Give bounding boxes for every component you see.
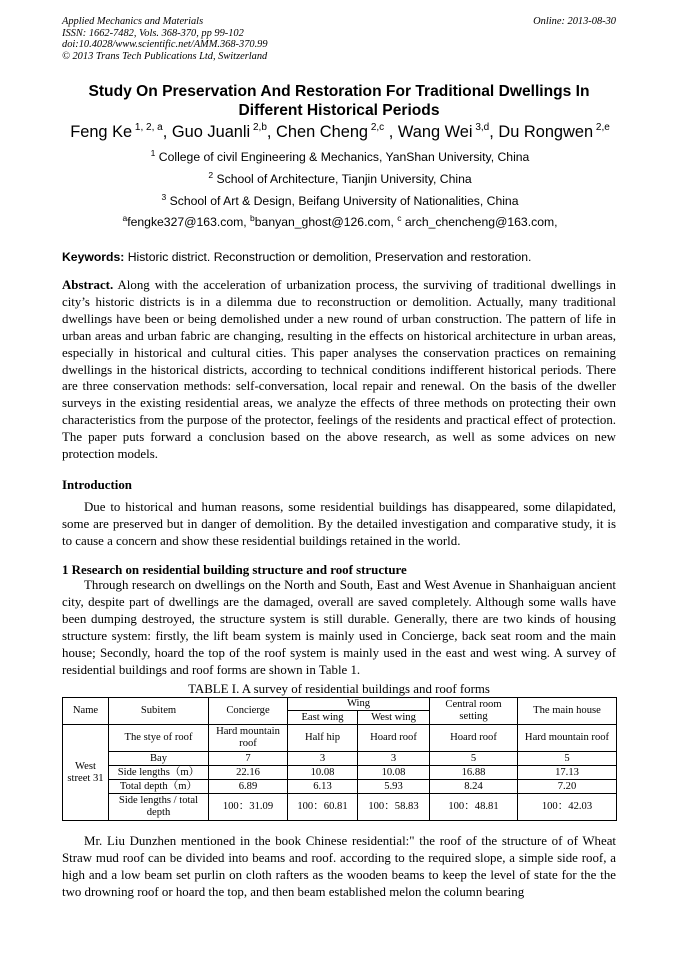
running-header	[62, 16, 616, 62]
table-cell: 100：60.81	[288, 794, 358, 821]
table-row	[63, 766, 617, 780]
header-concierge: Concierge	[209, 698, 288, 725]
author: Chen Cheng $^{2,c}$ ,	[276, 122, 398, 141]
table-cell: 10.08	[288, 766, 358, 780]
abstract-text: Along with the acceleration of urbanization process, the surviving of traditional dwellings in city’s historic districts is in a dilemma due to reconstruction or demolition. Actually, many traditional dwellings have been or being demolished under a new round of urban construction. The pattern of life in urban areas and urban fabric are changing, resulting in the effects on historical architecture in urban areas, especially in historical and cultural cities. This paper analyses the conservation practices on remaining dwellings in the historical districts, according to technical conditions indifferent historical periods. There are three conservation methods: self-conversation, local repair and renewal. On the basis of the dweller surveys in the existing residential areas, we analyze the effects of three methods on protecting their own characteristics from the purpose of the protector, feelings of the residents and practical effect of protection. The paper puts forward a conclusion based on the above research, as well as some advices on new protection models.	[62, 278, 616, 462]
paper-title: Study On Preservation And Restoration For Traditional Dwellings In Different Historical Periods	[88, 83, 590, 119]
row-label: Total depth（m）	[109, 780, 209, 794]
table-cell: Hard mountain roof	[518, 725, 617, 752]
table-cell: 8.24	[430, 780, 518, 794]
doi-line: doi:10.4028/www.scientific.net/AMM.368-370.99	[62, 39, 268, 51]
header-subitem: Subitem	[109, 698, 209, 725]
affiliation-3: $^3$ School of Art & Design, Beifang University of Nationalities, China	[161, 192, 519, 208]
header-wing: Wing	[288, 698, 430, 711]
table-cell: 10.08	[358, 766, 430, 780]
header-main-house: The main house	[518, 698, 617, 725]
email-line: $^a$fengke327@163.com, $^b$banyan_ghost@126.com, $^c$ arch_chencheng@163.com,	[122, 213, 558, 229]
row-label: Side lengths（m）	[109, 766, 209, 780]
header-west-wing: West wing	[358, 711, 430, 725]
table-cell: 100：42.03	[518, 794, 617, 821]
table-cell: 3	[288, 752, 358, 766]
keywords	[62, 250, 622, 265]
header-name: Name	[63, 698, 109, 725]
table-cell: 5.93	[358, 780, 430, 794]
affiliation-2: $^2$ School of Architecture, Tianjin University, China	[208, 170, 472, 186]
table-cell: 6.13	[288, 780, 358, 794]
table-cell: Hoard roof	[430, 725, 518, 752]
copyright-line: © 2013 Trans Tech Publications Ltd, Switzerland	[62, 50, 268, 62]
group-label: West street 31	[63, 725, 109, 821]
table-cell: 100：48.81	[430, 794, 518, 821]
row-label: The stye of roof	[109, 725, 209, 752]
table-row	[63, 780, 617, 794]
table-row	[63, 725, 617, 752]
table-cell: 22.16	[209, 766, 288, 780]
author: Feng Ke $^{1, 2, a}$,	[70, 122, 172, 141]
journal-name: Applied Mechanics and Materials	[62, 16, 204, 27]
table-caption: TABLE I. A survey of residential buildings and roof forms	[188, 682, 490, 696]
keywords-text: Historic district. Reconstruction or demolition, Preservation and restoration.	[124, 250, 532, 264]
table-cell: Hard mountain roof	[209, 725, 288, 752]
table-row	[63, 752, 617, 766]
header-central-room: Central room setting	[430, 698, 518, 725]
closing-paragraph: Mr. Liu Dunzhen mentioned in the book Chinese residential:" the roof of the structure of of Wheat Straw mud roof can be divided into beams and roof. according to the required slope, a simple side roof, a high and a low beam set purlin on cloth rafters as the wooden beams to keep the level of state for the the two drowning roof or hoard the top, and then beam established melon the column bearing	[62, 834, 616, 899]
row-label: Bay	[109, 752, 209, 766]
table-cell: 7	[209, 752, 288, 766]
author: Wang Wei $^{3,d}$,	[397, 122, 499, 141]
section-1-heading: 1 Research on residential building structure and roof structure	[62, 563, 407, 577]
table-cell: 5	[518, 752, 617, 766]
abstract	[62, 277, 616, 463]
author: Guo Juanli $^{2,b}$,	[171, 122, 277, 141]
introduction-heading: Introduction	[62, 478, 132, 492]
table-cell: Hoard roof	[358, 725, 430, 752]
section-1-text: Through research on dwellings on the North and South, East and West Avenue in Shanhaiguan ancient city, despite part of dwellings are the damaged, overall are saved completely. Although some walls have been dumping destroyed, the structure system is still durable. Generally, there are two kinds of housing structure system: firstly, the lift beam system is mainly used in Concierge, back seat room and the main house; Secondly, hoard the top of the roof system is mainly used in the east and west wing. A survey of residential buildings and roof forms are shown in Table 1.	[62, 578, 616, 677]
online-date: Online: 2013-08-30	[533, 16, 616, 27]
table-cell: 16.88	[430, 766, 518, 780]
table-row	[63, 794, 617, 821]
table-cell: 100：58.83	[358, 794, 430, 821]
author: Du Rongwen $^{2,e}$	[498, 122, 610, 141]
abstract-label: Abstract.	[62, 278, 114, 292]
table-cell: 100：31.09	[209, 794, 288, 821]
header-east-wing: East wing	[288, 711, 358, 725]
table-cell: 5	[430, 752, 518, 766]
table-cell: 7.20	[518, 780, 617, 794]
row-label: Side lengths / total depth	[109, 794, 209, 821]
table-cell: Half hip	[288, 725, 358, 752]
keywords-label: Keywords:	[62, 250, 125, 264]
survey-table	[62, 697, 617, 821]
table-cell: 6.89	[209, 780, 288, 794]
table-cell: 3	[358, 752, 430, 766]
introduction-text: Due to historical and human reasons, some residential buildings has disappeared, some dilapidated, some are preserved but in danger of demolition. By the detailed investigation and comparative study, it is to cause a concern and show these residential buildings retained in the world.	[62, 500, 616, 548]
author-list	[40, 122, 640, 142]
table-cell: 17.13	[518, 766, 617, 780]
issn-line: ISSN: 1662-7482, Vols. 368-370, pp 99-102	[62, 27, 244, 39]
affiliation-1: $^1$ College of civil Engineering & Mechanics, YanShan University, China	[150, 148, 530, 164]
